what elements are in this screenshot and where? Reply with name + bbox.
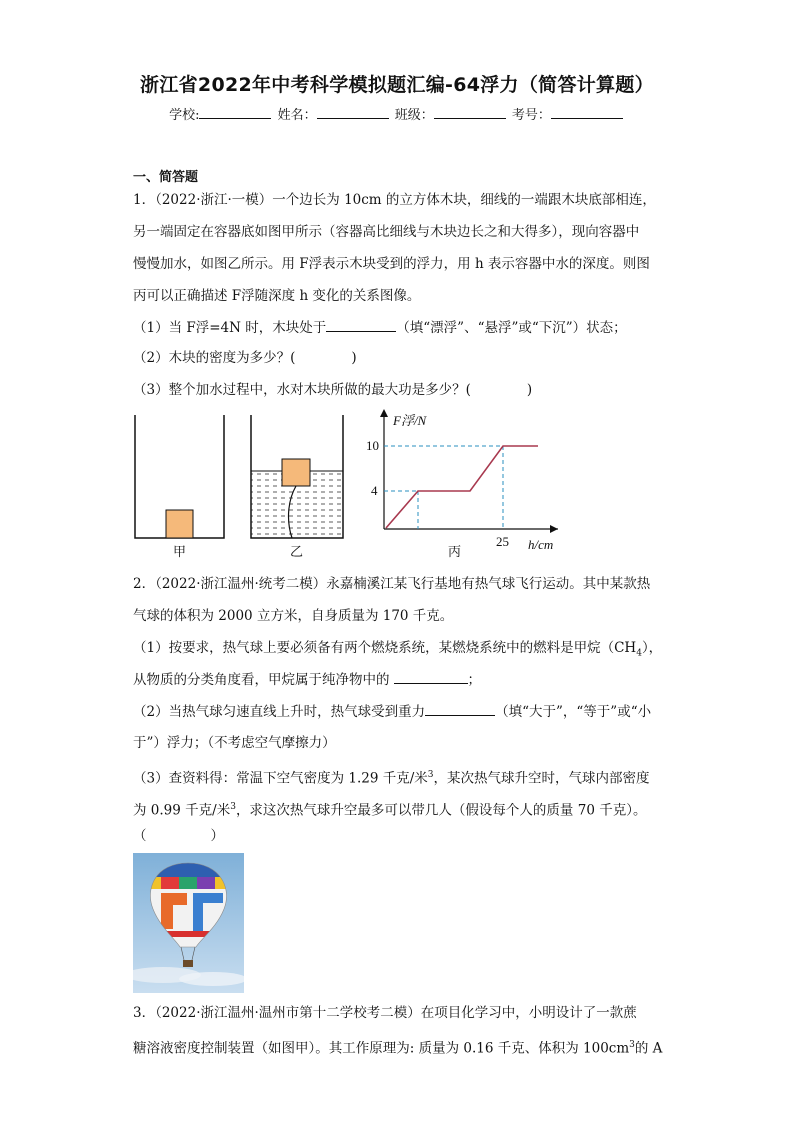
x-axis-label: h/cm [528,537,554,552]
q2-sub2-blank[interactable] [425,702,495,716]
q3-line1: 3．（2022·浙江温州·温州市第十二学校考二模）在项目化学习中，小明设计了一款蔗 [133,1005,637,1021]
q2-sub2-text-a: （2）当热气球匀速直线上升时，热气球受到重力 [133,704,426,720]
exam-no-blank[interactable] [551,106,623,119]
school-blank[interactable] [199,106,271,119]
container-jia [135,415,224,559]
ch4-subscript: 4 [636,648,642,659]
q1-line1: 1．（2022·浙江·一模）一个边长为 10cm 的立方体木块，细线的一端跟木块底部相连， [133,192,656,208]
q2-sub1-text-a: （1）按要求，热气球上要必须备有两个燃烧系统，某燃烧系统中的燃料是甲烷（CH [133,640,637,656]
section-heading: 一、简答题 [133,170,199,185]
class-blank[interactable] [434,106,506,119]
wood-block-yi [282,459,310,486]
q2-sub3-line2-sup: 3 [230,802,236,812]
q1-sub1-text-a: （1）当 F浮=4N 时，木块处于 [133,320,327,336]
label-yi: 乙 [290,544,304,559]
q1-sub1-text-b: （填“漂浮”、“悬浮”或“下沉”）状态； [396,320,627,336]
hot-air-balloon-photo [133,853,244,993]
q2-answer-close: ） [210,828,224,844]
class-label: 班级： [394,108,434,123]
exam-no-label: 考号： [511,108,551,123]
q2-sub3-text-b: ，某次热气球升空时，气球内部密度 [433,770,650,787]
q2-sub1-end: ； [467,672,481,688]
q3-line2-text-a: 糖溶液密度控制装置（如图甲）。其工作原理为: 质量为 0.16 千克、体积为 100cm [133,1040,630,1057]
q2-sub1-blank[interactable] [394,670,468,684]
q2-sub3 [133,765,650,789]
q1-sub3 [133,380,532,400]
q3-line2-text-b: 的 A [634,1040,663,1057]
q1-sub1 [133,318,627,338]
q2-sub1 [133,638,662,664]
y-tick-10: 10 [366,438,379,453]
y-axis-label: F浮/N [393,413,427,428]
label-jia: 甲 [173,544,187,559]
q2-sub3-line2-text-a: 为 0.99 千克/米 [133,802,231,819]
q2-answer-open: （ [133,828,147,844]
q2-sub3-line2 [133,797,646,821]
document-title: 浙江省2022年中考科学模拟题汇编-64浮力（简答计算题） [140,74,654,96]
name-label: 姓名： [277,108,317,123]
q2-sub3-line2-text-b: ，求这次热气球升空最多可以带几人（假设每个人的质量 70 千克）。 [235,802,647,819]
q1-sub3-close: ) [526,382,533,398]
q3-line2-sup: 3 [629,1040,635,1050]
wood-block-jia [166,510,193,538]
q1-line3: 慢慢加水，如图乙所示。用 F浮表示木块受到的浮力，用 h 表示容器中水的深度。则图 [133,256,650,272]
q1-line4: 丙可以正确描述 F浮随深度 h 变化的关系图像。 [133,288,421,304]
student-info-row [0,104,794,123]
graph-bing [366,409,558,559]
q2-sub1-line2 [133,670,481,690]
q2-sub3-text-a: （3）查资料得：常温下空气密度为 1.29 千克/米 [133,770,428,787]
name-blank[interactable] [317,106,389,119]
q3-line2 [133,1035,662,1059]
q2-line2: 气球的体积为 2000 立方米，自身质量为 170 千克。 [133,608,454,624]
q2-sub3-sup: 3 [427,770,434,780]
container-yi [251,415,343,559]
q1-sub2-text: （2）木块的密度为多少？( [133,350,296,366]
q2-sub2-line2: 于”）浮力；（不考虑空气摩擦力） [133,735,336,751]
label-bing: 丙 [448,544,462,559]
q2-sub2-text-b: （填“大于”，“等于”或“小 [495,704,652,720]
q2-answer-parens [133,826,224,846]
q1-sub1-blank[interactable] [326,318,396,332]
y-tick-4: 4 [371,483,378,498]
q2-sub1-line2-text: 从物质的分类角度看，甲烷属于纯净物中的 [133,672,390,688]
q1-sub2 [133,348,357,368]
buoyancy-curve [386,446,538,528]
q2-sub1-text-b: ）， [641,640,663,656]
q1-figures [120,405,560,565]
q2-sub2 [133,702,651,722]
q1-line2: 另一端固定在容器底如图甲所示（容器高比细线与木块边长之和大得多），现向容器中 [133,224,640,240]
school-label: 学校: [169,108,200,123]
x-tick-25: 25 [496,534,509,549]
q1-sub3-text: （3）整个加水过程中，水对木块所做的最大功是多少？( [133,382,471,398]
q1-sub2-close: ) [351,350,357,366]
q2-line1: 2．（2022·浙江温州·统考二模）永嘉楠溪江某飞行基地有热气球飞行运动。其中某款热 [133,576,651,592]
